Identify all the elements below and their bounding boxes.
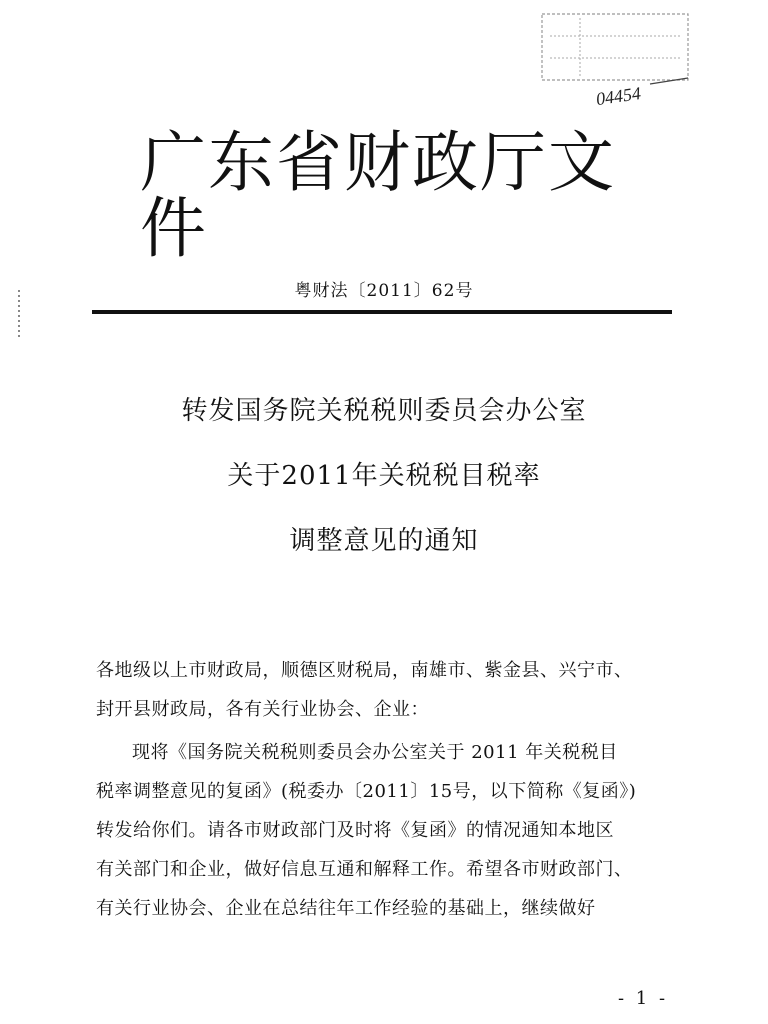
header-divider <box>92 310 672 314</box>
document-number: 粤财法〔2011〕62号 <box>294 281 474 301</box>
paragraph-line: 转发给你们。请各市财政部门及时将《复函》的情况通知本地区 <box>96 820 614 841</box>
page-number: - 1 - <box>618 988 669 1009</box>
stamp-serial-number: 04454 <box>594 82 643 110</box>
document-title: 广东省财政厅文件 <box>140 124 616 267</box>
paragraph-line: 有关部门和企业，做好信息互通和解释工作。希望各市财政部门、 <box>96 859 633 880</box>
subject-line-3: 调整意见的通知 <box>289 526 479 556</box>
receipt-stamp <box>540 8 690 86</box>
paragraph-line: 现将《国务院关税税则委员会办公室关于 2011 年关税税目 <box>132 742 618 763</box>
addressee-line-1: 各地级以上市财政局，顺德区财税局，南雄市、紫金县、兴宁市、 <box>96 660 633 681</box>
subject-line-2: 关于2011年关税税目税率 <box>227 461 541 491</box>
subject-line-1: 转发国务院关税税则委员会办公室 <box>181 396 587 426</box>
body-paragraph <box>96 733 676 928</box>
scan-binding-mark <box>16 290 22 340</box>
paragraph-line: 税率调整意见的复函》(税委办〔2011〕15号，以下简称《复函》) <box>96 781 637 802</box>
addressee-line-2: 封开县财政局，各有关行业协会、企业： <box>96 699 429 720</box>
addressee-block <box>96 651 676 729</box>
paragraph-line: 有关行业协会、企业在总结往年工作经验的基础上，继续做好 <box>96 898 596 919</box>
